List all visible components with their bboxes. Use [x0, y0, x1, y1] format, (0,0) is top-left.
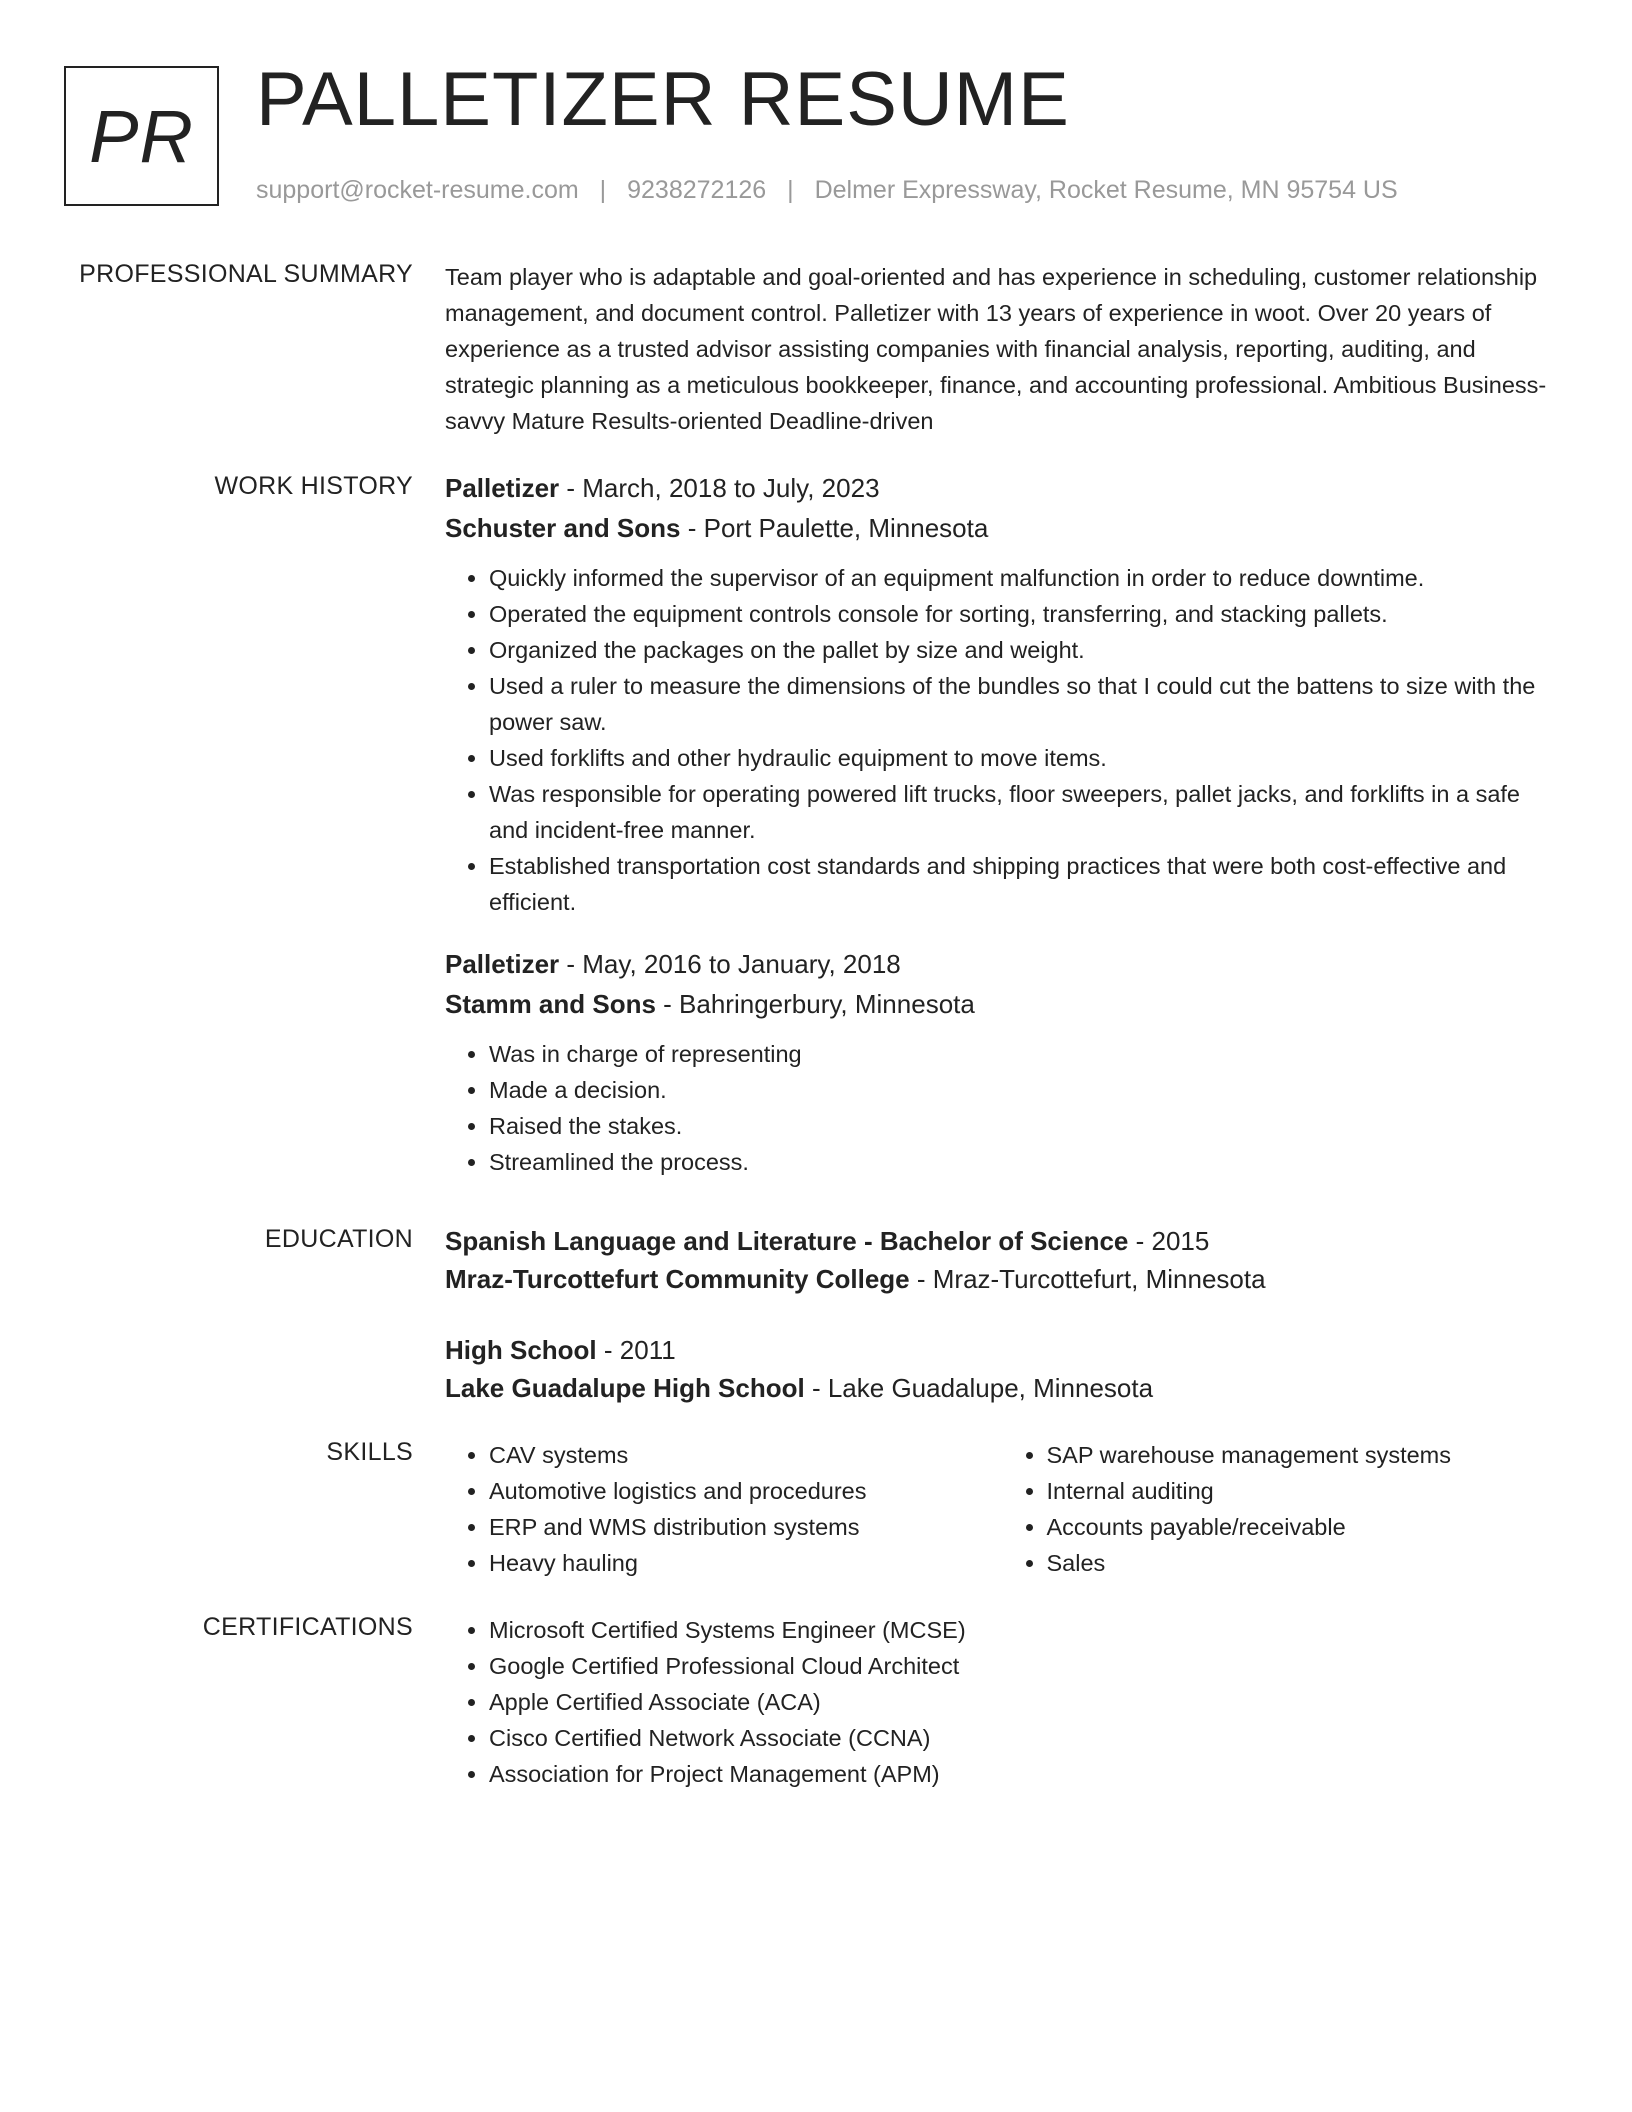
education-degree: High School	[445, 1335, 597, 1365]
contact-separator: |	[599, 176, 607, 204]
skill-item: • Sales	[1047, 1545, 1561, 1581]
skill-item: • CAV systems	[489, 1437, 1003, 1473]
monogram-initials: PR	[89, 94, 194, 178]
job-location: - Bahringerbury, Minnesota	[655, 989, 975, 1019]
skills-list-left	[445, 1437, 1003, 1581]
job-entry	[445, 468, 1560, 920]
education-degree-line	[445, 1331, 1560, 1369]
certification-item: • Association for Project Management (APM)	[489, 1756, 1560, 1792]
skill-item: • Accounts payable/receivable	[1047, 1509, 1561, 1545]
education-degree: Spanish Language and Literature - Bachelor of Science	[445, 1226, 1129, 1256]
education-location: - Mraz-Turcottefurt, Minnesota	[909, 1264, 1266, 1294]
education-entry	[445, 1222, 1560, 1298]
education-school-line	[445, 1369, 1560, 1407]
education-school-line	[445, 1260, 1560, 1298]
job-title-line	[445, 468, 1560, 508]
job-title: Palletizer	[445, 473, 560, 503]
job-company: Schuster and Sons	[445, 513, 681, 543]
education-content	[445, 1222, 1560, 1407]
job-bullet: • Quickly informed the supervisor of an equipment malfunction in order to reduce downtime.	[489, 560, 1560, 596]
work-history-content	[445, 468, 1560, 1180]
job-bullet: • Operated the equipment controls console for sorting, transferring, and stacking pallets.	[489, 596, 1560, 632]
education-school: Mraz-Turcottefurt Community College	[445, 1264, 910, 1294]
job-bullet: • Organized the packages on the pallet by size and weight.	[489, 632, 1560, 668]
contact-phone[interactable]: 9238272126	[627, 176, 767, 204]
skills-list-right	[1003, 1437, 1561, 1581]
job-bullet: • Established transportation cost standards and shipping practices that were both cost-effective and efficient.	[489, 848, 1560, 920]
certification-item: • Apple Certified Associate (ACA)	[489, 1684, 1560, 1720]
job-bullet: • Was in charge of representing	[489, 1036, 1560, 1072]
education-entry	[445, 1331, 1560, 1407]
education-degree-line	[445, 1222, 1560, 1260]
job-dates: - March, 2018 to July, 2023	[559, 473, 880, 503]
job-bullets	[445, 1036, 1560, 1180]
education-school: Lake Guadalupe High School	[445, 1373, 805, 1403]
job-title-line	[445, 944, 1560, 984]
education-label: EDUCATION	[264, 1225, 413, 1253]
job-location: - Port Paulette, Minnesota	[680, 513, 989, 543]
contact-email[interactable]: support@rocket-resume.com	[256, 176, 579, 204]
education-year: - 2011	[596, 1335, 676, 1365]
skills-content	[445, 1437, 1560, 1581]
skill-item: • Automotive logistics and procedures	[489, 1473, 1003, 1509]
skills-label: SKILLS	[326, 1438, 413, 1466]
job-company-line	[445, 984, 1560, 1024]
certification-item: • Google Certified Professional Cloud Architect	[489, 1648, 1560, 1684]
job-company: Stamm and Sons	[445, 989, 656, 1019]
certification-item: • Microsoft Certified Systems Engineer (MCSE)	[489, 1612, 1560, 1648]
job-bullet: • Streamlined the process.	[489, 1144, 1560, 1180]
education-year: - 2015	[1128, 1226, 1210, 1256]
job-bullets	[445, 560, 1560, 920]
skill-item: • SAP warehouse management systems	[1047, 1437, 1561, 1473]
education-location: - Lake Guadalupe, Minnesota	[804, 1373, 1154, 1403]
certifications-list	[445, 1612, 1560, 1792]
job-entry	[445, 944, 1560, 1180]
contact-separator: |	[787, 176, 794, 204]
contact-address: Delmer Expressway, Rocket Resume, MN 95754 US	[814, 176, 1398, 204]
job-bullet: • Raised the stakes.	[489, 1108, 1560, 1144]
certifications-content	[445, 1612, 1560, 1792]
job-title: Palletizer	[445, 949, 560, 979]
resume-name: PALLETIZER RESUME	[256, 57, 1070, 142]
job-company-line	[445, 508, 1560, 548]
job-dates: - May, 2016 to January, 2018	[559, 949, 901, 979]
certification-item: • Cisco Certified Network Associate (CCNA)	[489, 1720, 1560, 1756]
skill-item: • ERP and WMS distribution systems	[489, 1509, 1003, 1545]
contact-line	[256, 176, 1398, 205]
work-history-label: WORK HISTORY	[214, 472, 413, 500]
summary-content	[445, 259, 1560, 439]
monogram-box	[64, 66, 219, 206]
job-bullet: • Used a ruler to measure the dimensions of the bundles so that I could cut the battens to size with the power saw.	[489, 668, 1560, 740]
skill-item: • Heavy hauling	[489, 1545, 1003, 1581]
skill-item: • Internal auditing	[1047, 1473, 1561, 1509]
job-bullet: • Was responsible for operating powered lift trucks, floor sweepers, pallet jacks, and forklifts in a safe and incident-free manner.	[489, 776, 1560, 848]
skills-columns	[445, 1437, 1560, 1581]
summary-text: Team player who is adaptable and goal-oriented and has experience in scheduling, customer relationship management, and document control. Palletizer with 13 years of experience in woot. Over 20 years of experience as a trusted advisor assisting companies with financial analysis, reporting, auditing, and strategic planning as a meticulous bookkeeper, finance, and accounting professional. Ambitious Business-savvy Mature Results-oriented Deadline-driven	[445, 264, 1547, 434]
summary-label: PROFESSIONAL SUMMARY	[79, 260, 413, 288]
certifications-label: CERTIFICATIONS	[202, 1613, 413, 1641]
job-bullet: • Used forklifts and other hydraulic equipment to move items.	[489, 740, 1560, 776]
job-bullet: • Made a decision.	[489, 1072, 1560, 1108]
